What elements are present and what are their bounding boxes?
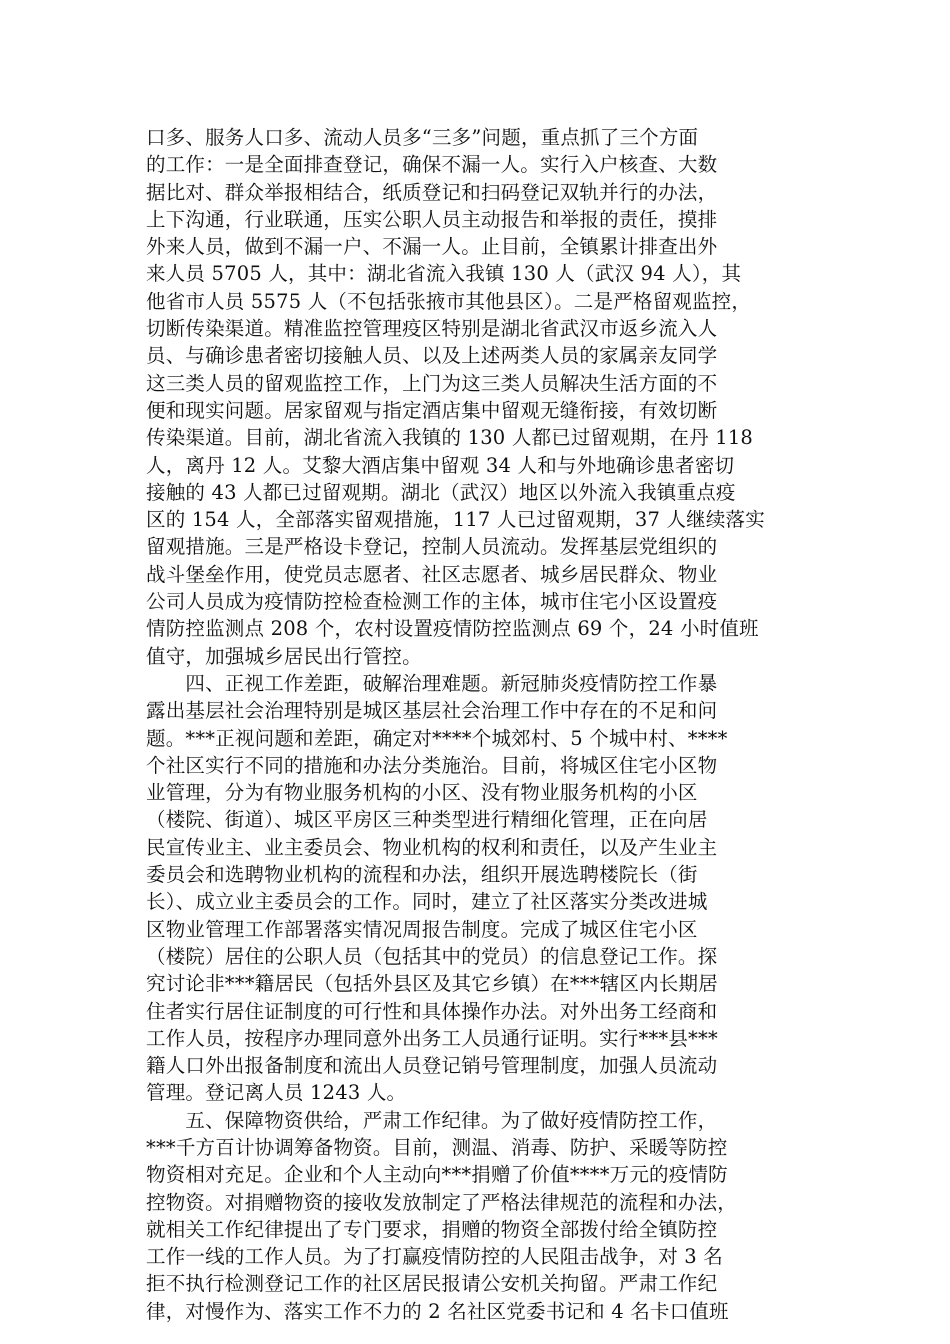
text-line: 的工作：一是全面排查登记，确保不漏一人。实行入户核查、大数 xyxy=(146,153,718,177)
text-line: 管理。登记离人员 1243 人。 xyxy=(146,1081,407,1105)
text-line: 员、与确诊患者密切接触人员、以及上述两类人员的家属亲友同学 xyxy=(146,344,718,368)
text-line: 业管理，分为有物业服务机构的小区、没有物业服务机构的小区 xyxy=(146,781,698,805)
text-line: 控物资。对捐赠物资的接收发放制定了严格法律规范的流程和办法， xyxy=(146,1190,738,1214)
text-line: 籍人口外出报备制度和流出人员登记销号管理制度，加强人员流动 xyxy=(146,1054,718,1078)
text-line: （楼院、街道）、城区平房区三种类型进行精细化管理，正在向居 xyxy=(146,808,708,832)
text-line: 民宣传业主、业主委员会、物业机构的权利和责任，以及产生业主 xyxy=(146,835,718,859)
text-line: （楼院）居住的公职人员（包括其中的党员）的信息登记工作。探 xyxy=(146,944,718,968)
text-line: 据比对、群众举报相结合，纸质登记和扫码登记双轨并行的办法， xyxy=(146,180,718,204)
text-line: 究讨论非***籍居民（包括外县区及其它乡镇）在***辖区内长期居 xyxy=(146,972,718,996)
text-line: 住者实行居住证制度的可行性和具体操作办法。对外出务工经商和 xyxy=(146,999,718,1023)
text-line: 外来人员，做到不漏一户、不漏一人。止目前，全镇累计排查出外 xyxy=(146,235,718,259)
text-line: 他省市人员 5575 人（不包括张掖市其他县区）。二是严格留观监控， xyxy=(146,289,752,313)
text-line: 情防控监测点 208 个，农村设置疫情防控监测点 69 个，24 小时值班 xyxy=(146,617,759,641)
text-line: 工作人员，按程序办理同意外出务工人员通行证明。实行***县*** xyxy=(146,1026,718,1050)
text-line: 区物业管理工作部署落实情况周报告制度。完成了城区住宅小区 xyxy=(146,917,698,941)
text-line: 物资相对充足。企业和个人主动向***捐赠了价值****万元的疫情防 xyxy=(146,1163,728,1187)
text-line: 切断传染渠道。精准监控管理疫区特别是湖北省武汉市返乡流入人 xyxy=(146,317,718,341)
text-line: ***千方百计协调筹备物资。目前，测温、消毒、防护、采暖等防控 xyxy=(146,1135,728,1159)
text-line: 上下沟通，行业联通，压实公职人员主动报告和举报的责任，摸排 xyxy=(146,207,718,231)
text-line: 值守，加强城乡居民出行管控。 xyxy=(146,644,422,668)
text-line: 区的 154 人，全部落实留观措施，117 人已过留观期，37 人继续落实 xyxy=(146,508,765,532)
text-line: 律，对慢作为、落实工作不力的 2 名社区党委书记和 4 名卡口值班 xyxy=(146,1299,729,1323)
text-line: 长）、成立业主委员会的工作。同时，建立了社区落实分类改进城 xyxy=(146,890,708,914)
text-line: 题。***正视问题和差距，确定对****个城郊村、5 个城中村、**** xyxy=(146,726,728,750)
document-body xyxy=(146,124,836,1325)
text-line: 露出基层社会治理特别是城区基层社会治理工作中存在的不足和问 xyxy=(146,699,718,723)
text-line: 人，离丹 12 人。艾黎大酒店集中留观 34 人和与外地确诊患者密切 xyxy=(146,453,735,477)
text-line: 工作一线的工作人员。为了打赢疫情防控的人民阻击战争，对 3 名 xyxy=(146,1245,724,1269)
text-line: 五、保障物资供给，严肃工作纪律。为了做好疫情防控工作， xyxy=(146,1108,718,1132)
text-line: 拒不执行检测登记工作的社区居民报请公安机关拘留。严肃工作纪 xyxy=(146,1272,718,1296)
text-line: 传染渠道。目前，湖北省流入我镇的 130 人都已过留观期，在丹 118 xyxy=(146,426,754,450)
text-line: 个社区实行不同的措施和办法分类施治。目前，将城区住宅小区物 xyxy=(146,753,718,777)
text-line: 留观措施。三是严格设卡登记，控制人员流动。发挥基层党组织的 xyxy=(146,535,718,559)
text-line: 公司人员成为疫情防控检查检测工作的主体，城市住宅小区设置疫 xyxy=(146,590,718,614)
text-line: 来人员 5705 人，其中：湖北省流入我镇 130 人（武汉 94 人），其 xyxy=(146,262,742,286)
text-line: 这三类人员的留观监控工作，上门为这三类人员解决生活方面的不 xyxy=(146,371,718,395)
text-line: 口多、服务人口多、流动人员多“三多”问题，重点抓了三个方面 xyxy=(146,126,699,149)
text-line: 委员会和选聘物业机构的流程和办法，组织开展选聘楼院长（街 xyxy=(146,863,698,887)
text-line: 便和现实问题。居家留观与指定酒店集中留观无缝衔接，有效切断 xyxy=(146,398,718,422)
text-line: 就相关工作纪律提出了专门要求，捐赠的物资全部拨付给全镇防控 xyxy=(146,1217,718,1241)
text-line: 接触的 43 人都已过留观期。湖北（武汉）地区以外流入我镇重点疫 xyxy=(146,480,736,504)
text-line: 战斗堡垒作用，使党员志愿者、社区志愿者、城乡居民群众、物业 xyxy=(146,562,718,586)
text-line: 四、正视工作差距，破解治理难题。新冠肺炎疫情防控工作暴 xyxy=(146,671,718,695)
